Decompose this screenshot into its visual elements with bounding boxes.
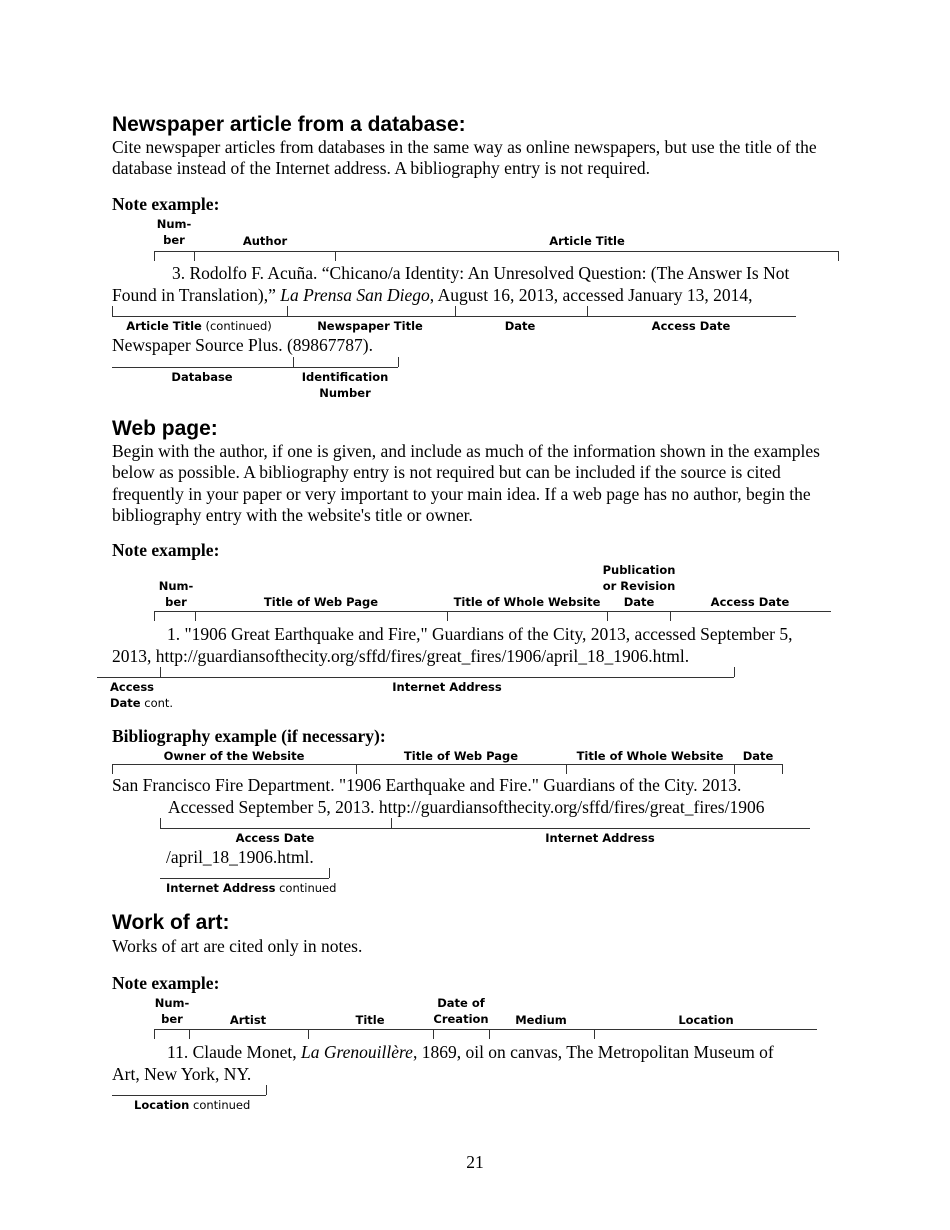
label-date-of-creation: Date of Creation [433,996,489,1026]
art-intro: Works of art are cited only in notes. [112,936,363,956]
label-date: Date [504,319,536,333]
label-title-web-page: Title of Web Page [263,595,379,609]
bracket-line [112,367,398,368]
bracket-tick [455,306,456,316]
bracket-tick [160,818,161,828]
bracket-tick [489,1029,490,1039]
label-access-date: Access Date [710,595,790,609]
bracket-tick [154,611,155,621]
bracket-tick [670,611,671,621]
bracket-tick [287,306,288,316]
bracket-line [154,251,838,252]
label-access-date: Access Date [235,831,315,845]
label-title: Title [355,1013,385,1027]
bracket-line [154,611,831,612]
label-identification-number: Identification Number [301,370,389,400]
bracket-line [160,878,329,879]
note-line-2: Found in Translation),” La Prensa San Diego, August 16, 2013, accessed January 13, 2014, [112,285,753,305]
bracket-tick [607,611,608,621]
bracket-tick [782,764,783,774]
bracket-tick [112,764,113,774]
note-line-1: 3. Rodolfo F. Acuña. “Chicano/a Identity: An Unresolved Question: (The Answer Is Not [172,263,790,283]
bracket-tick [734,764,735,774]
bracket-tick [566,764,567,774]
label-artist: Artist [229,1013,267,1027]
art-note-line-1: 11. Claude Monet, La Grenouillère, 1869, oil on canvas, The Metropolitan Museum of [167,1042,774,1062]
bibliography-heading: Bibliography example (if necessary): [112,726,386,746]
label-author: Author [242,234,288,248]
bracket-tick [112,306,113,316]
bracket-line [112,1095,266,1096]
bracket-tick [194,251,195,261]
label-location-continued: Location continued [134,1098,251,1112]
bib-line-2: Accessed September 5, 2013. http://guardiansofthecity.org/sffd/fires/great_fires/1906 [168,797,765,817]
label-title-whole-website: Title of Whole Website [576,749,724,763]
bracket-tick [154,1029,155,1039]
label-date: Date [742,749,774,763]
bracket-tick [594,1029,595,1039]
label-owner-of-website: Owner of the Website [163,749,305,763]
bib-line-3: /april_18_1906.html. [166,847,314,867]
bracket-line [160,828,810,829]
label-internet-address: Internet Address [545,831,655,845]
bracket-tick [587,306,588,316]
label-database: Database [171,370,233,384]
bracket-tick [356,764,357,774]
bracket-tick [154,251,155,261]
page-number: 21 [466,1152,484,1172]
bracket-tick [391,818,392,828]
label-access-date-continued: Access Date cont. [110,680,174,710]
art-note-line-2: Art, New York, NY. [112,1064,252,1084]
bracket-tick [308,1029,309,1039]
bracket-tick [447,611,448,621]
label-internet-address-continued: Internet Address continued [166,881,337,895]
bracket-tick [189,1029,190,1039]
bracket-tick [195,611,196,621]
bracket-tick [329,868,330,878]
bracket-line [112,316,796,317]
label-publication-date: Publication or Revision Date [602,563,676,609]
label-article-title: Article Title [549,234,625,248]
web-note-line-2: 2013, http://guardiansofthecity.org/sffd/fires/great_fires/1906/april_18_1906.html. [112,646,690,666]
webpage-intro: Begin with the author, if one is given, and include as much of the information shown in the examples below as possible. A bibliography entry is not required but can be included if the source is cited frequently in your paper or very important to your main idea. If a web page has no author, begin the bibliography entry with the website's title or owner. [112,441,820,525]
label-internet-address: Internet Address [392,680,502,694]
bracket-tick [293,357,294,367]
note-line-3: Newspaper Source Plus. (89867787). [112,335,373,355]
label-number: Num- ber [154,996,190,1026]
label-title-whole-website: Title of Whole Website [453,595,601,609]
web-note-line-1: 1. "1906 Great Earthquake and Fire," Guardians of the City, 2013, accessed September 5, [167,624,793,644]
label-location: Location [678,1013,734,1027]
bracket-tick [266,1085,267,1095]
webpage-section-heading: Web page: [112,417,218,440]
webpage-note-heading: Note example: [112,540,220,560]
newspaper-intro: Cite newspaper articles from databases in the same way as online newspapers, but use the title of the database instead of the Internet address. A bibliography entry is not required. [112,137,817,179]
label-access-date: Access Date [651,319,731,333]
art-section-heading: Work of art: [112,911,230,934]
bib-line-1: San Francisco Fire Department. "1906 Earthquake and Fire." Guardians of the City. 2013. [112,775,742,795]
bracket-tick [734,667,735,677]
label-title-web-page: Title of Web Page [403,749,519,763]
bracket-tick [398,357,399,367]
newspaper-section-heading: Newspaper article from a database: [112,113,466,136]
label-article-title-continued: Article Title (continued) [126,319,272,333]
bracket-tick [160,667,161,677]
bracket-tick [838,251,839,261]
label-medium: Medium [515,1013,567,1027]
label-number: Num- ber [156,217,192,247]
bracket-line [112,764,782,765]
bracket-line [154,1029,817,1030]
newspaper-note-heading: Note example: [112,194,220,214]
label-number: Num- ber [158,579,194,609]
bracket-tick [335,251,336,261]
bracket-tick [433,1029,434,1039]
label-newspaper-title: Newspaper Title [317,319,423,333]
art-note-heading: Note example: [112,973,220,993]
bracket-line [97,677,734,678]
